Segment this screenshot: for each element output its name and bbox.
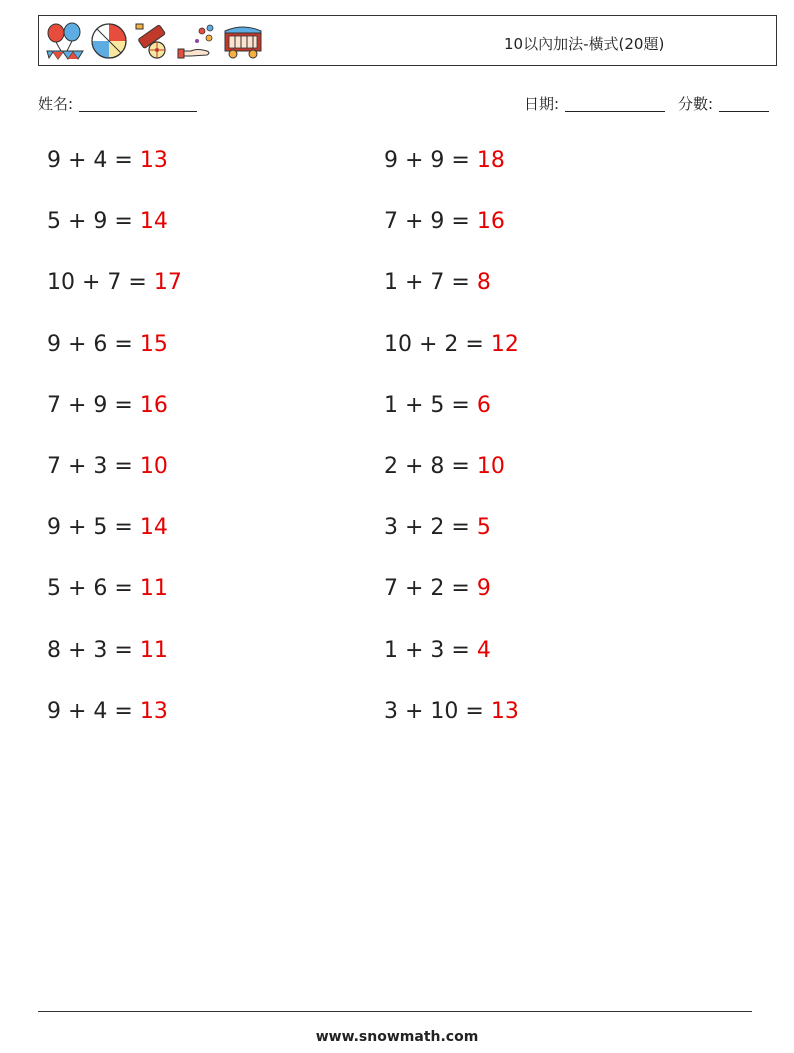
- header-icons: [45, 20, 269, 62]
- problem-item: [384, 393, 491, 418]
- date-field[interactable]: [524, 93, 665, 114]
- problem-question: 1 + 3 =: [384, 638, 477, 663]
- problem-item: [384, 209, 505, 234]
- worksheet-title: 10以內加法-橫式(20題): [504, 35, 665, 53]
- problem-item: [47, 393, 168, 418]
- problem-answer: 13: [139, 148, 168, 173]
- problem-question: 7 + 9 =: [384, 209, 477, 234]
- problem-item: [384, 576, 491, 601]
- juggling-hand-icon: [177, 21, 217, 61]
- problem-answer: 9: [476, 576, 491, 601]
- problem-question: 9 + 4 =: [47, 699, 140, 724]
- circus-cannon-icon: [133, 21, 173, 61]
- problem-question: 9 + 4 =: [47, 148, 140, 173]
- problem-answer: 16: [476, 209, 505, 234]
- problem-question: 7 + 3 =: [47, 454, 140, 479]
- problem-question: 1 + 5 =: [384, 393, 477, 418]
- problem-question: 5 + 6 =: [47, 576, 140, 601]
- problem-item: [384, 148, 505, 173]
- problem-question: 7 + 9 =: [47, 393, 140, 418]
- problem-answer: 4: [476, 638, 491, 663]
- problem-answer: 14: [139, 209, 168, 234]
- problem-item: [384, 270, 491, 295]
- problem-question: 9 + 5 =: [47, 515, 140, 540]
- name-label: 姓名:: [38, 95, 74, 113]
- problem-item: [384, 638, 491, 663]
- problem-answer: 8: [476, 270, 491, 295]
- problem-answer: 13: [490, 699, 519, 724]
- problem-answer: 14: [139, 515, 168, 540]
- problem-question: 9 + 6 =: [47, 332, 140, 357]
- score-label: 分數:: [678, 95, 714, 113]
- problem-answer: 16: [139, 393, 168, 418]
- problem-answer: 11: [139, 638, 168, 663]
- problem-question: 3 + 2 =: [384, 515, 477, 540]
- problem-question: 8 + 3 =: [47, 638, 140, 663]
- score-blank[interactable]: [719, 95, 769, 112]
- problem-question: 9 + 9 =: [384, 148, 477, 173]
- beach-ball-icon: [89, 21, 129, 61]
- problem-question: 2 + 8 =: [384, 454, 477, 479]
- date-blank[interactable]: [565, 95, 665, 112]
- problem-item: [47, 148, 168, 173]
- problem-item: [384, 454, 505, 479]
- problem-answer: 10: [139, 454, 168, 479]
- problem-question: 7 + 2 =: [384, 576, 477, 601]
- problem-answer: 18: [476, 148, 505, 173]
- problem-question: 10 + 7 =: [47, 270, 154, 295]
- date-label: 日期:: [524, 95, 560, 113]
- problem-item: [384, 515, 491, 540]
- score-field[interactable]: [678, 93, 769, 114]
- footer-divider: [38, 1011, 752, 1012]
- problem-answer: 13: [139, 699, 168, 724]
- problem-item: [47, 699, 168, 724]
- balloons-icon: [45, 21, 85, 61]
- problem-answer: 12: [490, 332, 519, 357]
- problem-answer: 17: [153, 270, 182, 295]
- problem-item: [47, 576, 168, 601]
- circus-wagon-icon: [221, 21, 265, 61]
- problem-item: [384, 332, 519, 357]
- problem-answer: 11: [139, 576, 168, 601]
- problem-item: [47, 638, 168, 663]
- problem-answer: 10: [476, 454, 505, 479]
- name-field[interactable]: [38, 93, 197, 114]
- problem-item: [384, 699, 519, 724]
- problem-item: [47, 209, 168, 234]
- problem-answer: 5: [476, 515, 491, 540]
- problem-question: 3 + 10 =: [384, 699, 491, 724]
- problem-item: [47, 454, 168, 479]
- problem-item: [47, 270, 182, 295]
- problem-item: [47, 515, 168, 540]
- worksheet-header: [38, 15, 777, 66]
- problem-question: 1 + 7 =: [384, 270, 477, 295]
- problem-question: 10 + 2 =: [384, 332, 491, 357]
- footer-url[interactable]: www.snowmath.com: [315, 1029, 479, 1045]
- problem-answer: 15: [139, 332, 168, 357]
- problem-answer: 6: [476, 393, 491, 418]
- problem-item: [47, 332, 168, 357]
- problem-question: 5 + 9 =: [47, 209, 140, 234]
- name-blank[interactable]: [79, 95, 197, 112]
